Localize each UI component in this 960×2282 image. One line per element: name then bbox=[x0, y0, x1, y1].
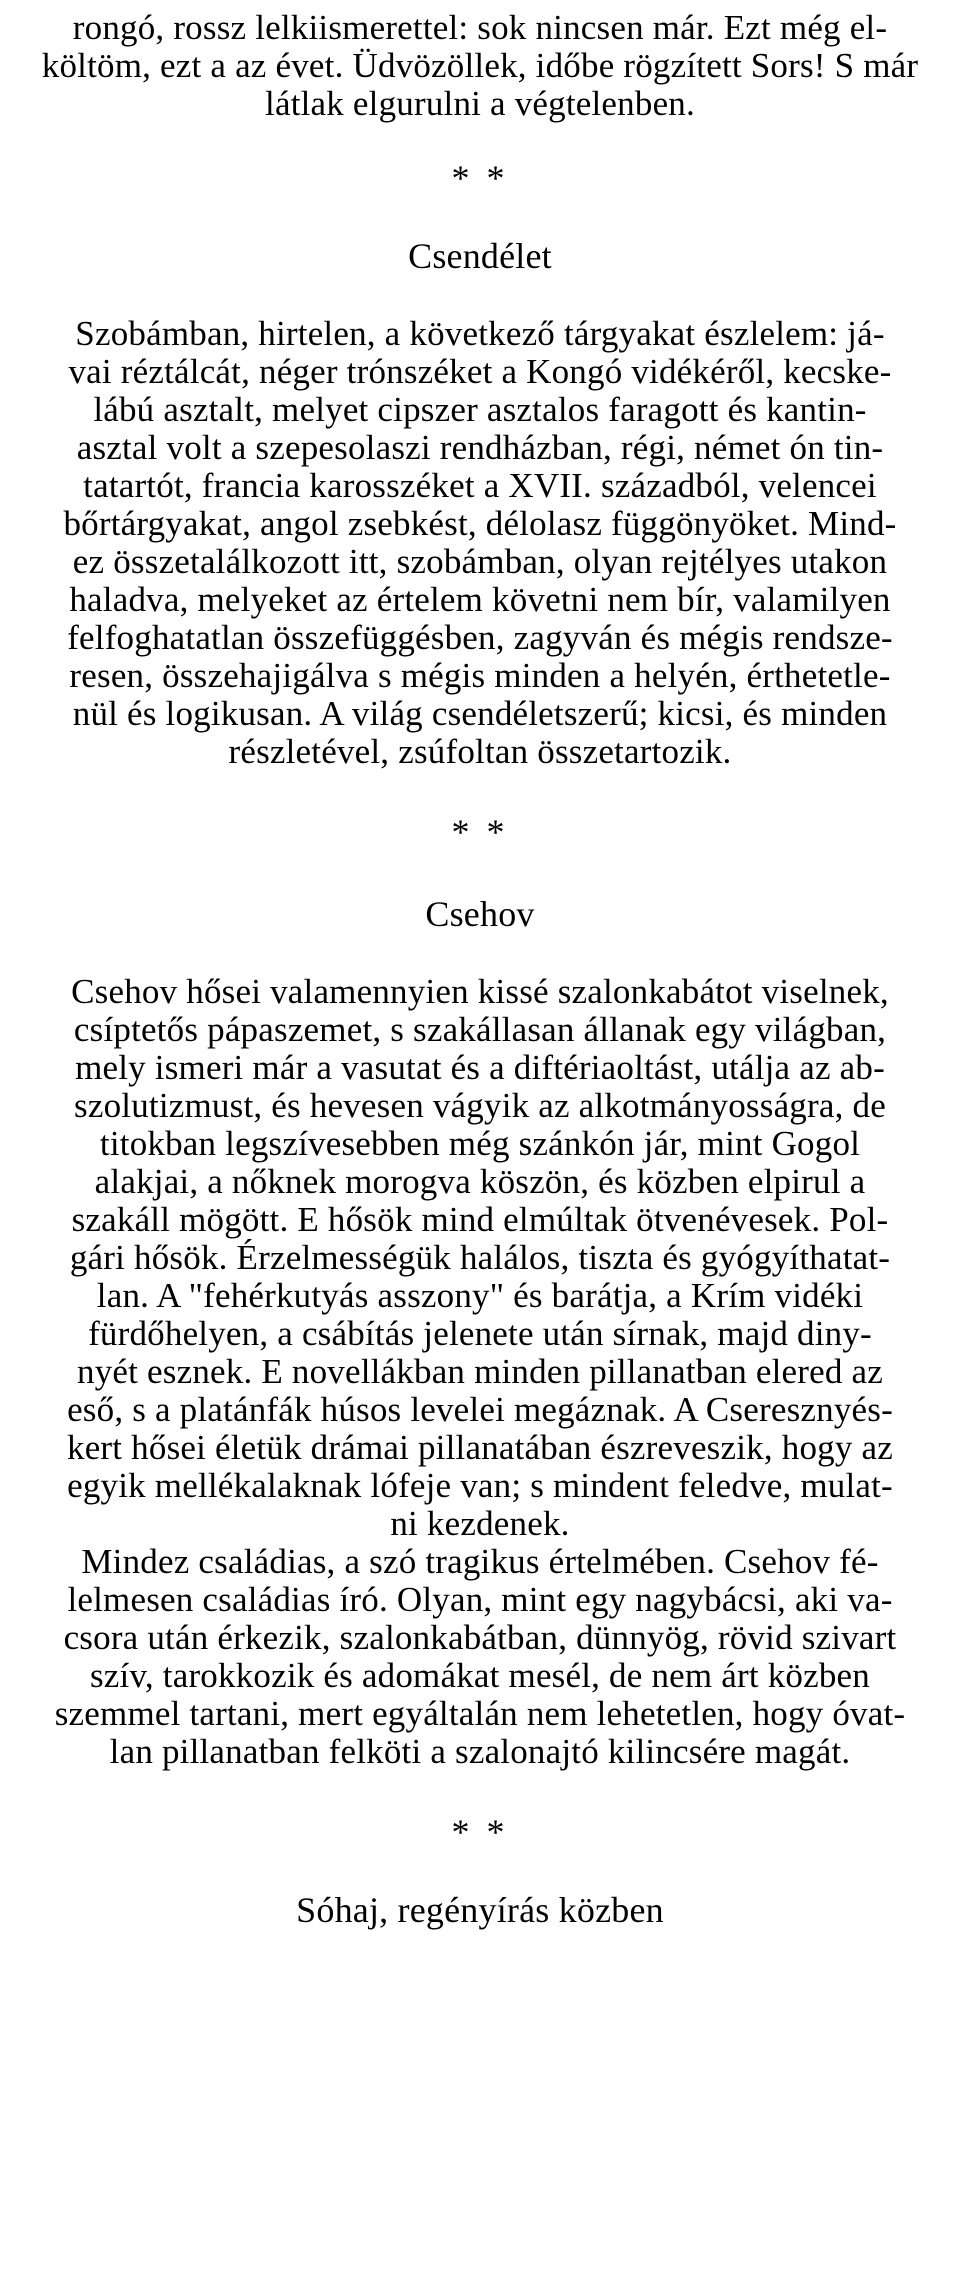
text-line: szolutizmust, és hevesen vágyik az alkotmányosságra, de bbox=[74, 1086, 886, 1125]
text-line: Szobámban, hirtelen, a következő tárgyakat észlelem: já- bbox=[75, 314, 885, 353]
text-line: asztal volt a szepesolaszi rendházban, régi, német ón tin- bbox=[76, 428, 884, 467]
text-line: kert hősei életük drámai pillanatában észreveszik, hogy az bbox=[67, 1428, 893, 1467]
text-line: nül és logikusan. A világ csendéletszerű; kicsi, és minden bbox=[72, 694, 888, 733]
section-title-sohaj: Sóhaj, regényírás közben bbox=[296, 1890, 664, 1930]
text-line: költöm, ezt a az évet. Üdvözöllek, időbe rögzített Sors! S már bbox=[41, 46, 919, 85]
text-line: felfoghatatlan összefüggésben, zagyván és mégis rendsze- bbox=[67, 618, 893, 657]
text-line: csíptetős pápaszemet, s szakállasan állanak egy világban, bbox=[73, 1010, 887, 1049]
text-line: vai réztálcát, néger trónszéket a Kongó vidékéről, kecske- bbox=[68, 352, 892, 391]
text-line: lábú asztalt, melyet cipszer asztalos faragott és kantin- bbox=[93, 390, 867, 429]
text-line: rongó, rossz lelkiismerettel: sok nincsen már. Ezt még el- bbox=[72, 8, 888, 47]
text-line: mely ismeri már a vasutat és a diftériaoltást, utálja az ab- bbox=[75, 1048, 885, 1087]
text-line: alakjai, a nőknek morogva köszön, és közben elpirul a bbox=[94, 1162, 866, 1201]
text-line: ni kezdenek. bbox=[390, 1504, 570, 1543]
text-line: eső, s a platánfák húsos levelei megáznak. A Cseresznyés- bbox=[67, 1390, 893, 1429]
text-line: szív, tarokkozik és adomákat mesél, de nem árt közben bbox=[89, 1656, 870, 1695]
text-line: egyik mellékalaknak lófeje van; s mindent feledve, mulat- bbox=[67, 1466, 893, 1505]
section-title-csendelet: Csendélet bbox=[408, 236, 552, 276]
text-line: fürdőhelyen, a csábítás jelenete után sírnak, majd diny- bbox=[88, 1314, 872, 1353]
text-line: nyét esznek. E novellákban minden pillanatban elered az bbox=[77, 1352, 883, 1391]
text-line: titokban legszívesebben még szánkón jár, mint Gogol bbox=[99, 1124, 861, 1163]
section-separator: * * bbox=[451, 812, 509, 852]
text-line: Csehov hősei valamennyien kissé szalonkabátot viselnek, bbox=[71, 972, 889, 1011]
text-line: lelmesen családias író. Olyan, mint egy nagybácsi, aki va- bbox=[67, 1580, 893, 1619]
section-separator: * * bbox=[451, 158, 509, 198]
text-line: bőrtárgyakat, angol zsebkést, délolasz függönyöket. Mind- bbox=[63, 504, 897, 543]
text-line: lan. A "fehérkutyás asszony" és barátja, a Krím vidéki bbox=[96, 1276, 864, 1315]
text-line: szemmel tartani, mert egyáltalán nem lehetetlen, hogy óvat- bbox=[54, 1694, 906, 1733]
text-line: tatartót, francia karosszéket a XVII. századból, velencei bbox=[83, 466, 877, 505]
text-line: haladva, melyeket az értelem követni nem bír, valamilyen bbox=[69, 580, 891, 619]
text-line: részletével, zsúfoltan összetartozik. bbox=[228, 732, 732, 771]
text-line: gári hősök. Érzelmességük halálos, tiszta és gyógyíthatat- bbox=[69, 1238, 891, 1277]
section-title-csehov: Csehov bbox=[425, 894, 535, 934]
text-line: ez összetalálkozott itt, szobámban, olyan rejtélyes utakon bbox=[72, 542, 888, 581]
section-separator: * * bbox=[451, 1812, 509, 1852]
text-line: szakáll mögött. E hősök mind elmúltak ötvenévesek. Pol- bbox=[71, 1200, 889, 1239]
text-line: Mindez családias, a szó tragikus értelmében. Csehov fé- bbox=[81, 1542, 879, 1581]
text-line: látlak elgurulni a végtelenben. bbox=[265, 84, 695, 123]
text-line: lan pillanatban felköti a szalonajtó kilincsére magát. bbox=[109, 1732, 851, 1771]
text-line: csora után érkezik, szalonkabátban, dünnyög, rövid szivart bbox=[63, 1618, 897, 1657]
text-line: resen, összehajigálva s mégis minden a helyén, érthetetle- bbox=[69, 656, 891, 695]
